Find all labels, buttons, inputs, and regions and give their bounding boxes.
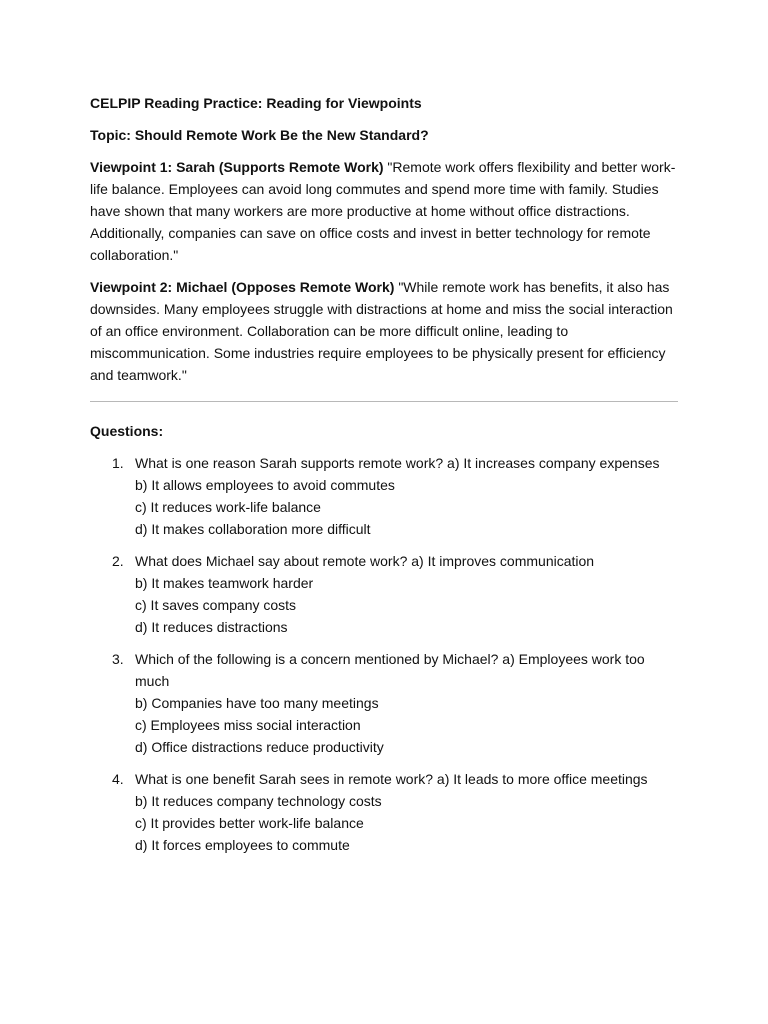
topic-heading: Topic: Should Remote Work Be the New Standard?	[90, 127, 429, 143]
viewpoint-2	[90, 276, 678, 386]
viewpoint-2-text: "While remote work has benefits, it also has downsides. Many employees struggle with distractions at home and miss the social interaction of an office environment. Collaboration can be more difficult online, leading to miscommunication. Some industries require employees to be physically present for efficiency and teamwork."	[90, 279, 673, 383]
question-option: c) It reduces work-life balance	[135, 499, 321, 515]
viewpoint-1-label: Viewpoint 1: Sarah (Supports Remote Work)	[90, 159, 384, 175]
question-stem: What is one reason Sarah supports remote work? a) It increases company expenses	[135, 455, 660, 471]
question-number: 4.	[112, 771, 124, 787]
document-page	[90, 92, 678, 866]
question-option: b) It makes teamwork harder	[135, 575, 314, 591]
question-option: b) It allows employees to avoid commutes	[135, 477, 395, 493]
question-option: c) It provides better work-life balance	[135, 815, 364, 831]
viewpoint-1	[90, 156, 678, 266]
question-3	[90, 648, 678, 758]
question-stem: What is one benefit Sarah sees in remote work? a) It leads to more office meetings	[135, 771, 648, 787]
question-option: b) Companies have too many meetings	[135, 695, 379, 711]
question-option: d) Office distractions reduce productivity	[135, 739, 384, 755]
question-option: d) It makes collaboration more difficult	[135, 521, 371, 537]
question-option: d) It forces employees to commute	[135, 837, 350, 853]
viewpoint-1-text: "Remote work offers flexibility and better work-life balance. Employees can avoid long commutes and spend more time with family. Studies have shown that many workers are more productive at home without office distractions. Additionally, companies can save on office costs and invest in better technology for remote collaboration."	[90, 159, 676, 263]
question-number: 1.	[112, 455, 124, 471]
question-stem: Which of the following is a concern mentioned by Michael? a) Employees work too much	[135, 651, 645, 689]
question-number: 3.	[112, 651, 124, 667]
question-number: 2.	[112, 553, 124, 569]
questions-list	[90, 452, 678, 856]
question-1	[90, 452, 678, 540]
question-2	[90, 550, 678, 638]
document-title: CELPIP Reading Practice: Reading for Viewpoints	[90, 95, 422, 111]
question-option: d) It reduces distractions	[135, 619, 288, 635]
question-4	[90, 768, 678, 856]
question-option: b) It reduces company technology costs	[135, 793, 382, 809]
viewpoint-2-label: Viewpoint 2: Michael (Opposes Remote Work)	[90, 279, 395, 295]
questions-heading: Questions:	[90, 423, 164, 439]
question-option: c) Employees miss social interaction	[135, 717, 361, 733]
question-option: c) It saves company costs	[135, 597, 297, 613]
section-divider	[90, 401, 678, 402]
question-stem: What does Michael say about remote work? a) It improves communication	[135, 553, 595, 569]
